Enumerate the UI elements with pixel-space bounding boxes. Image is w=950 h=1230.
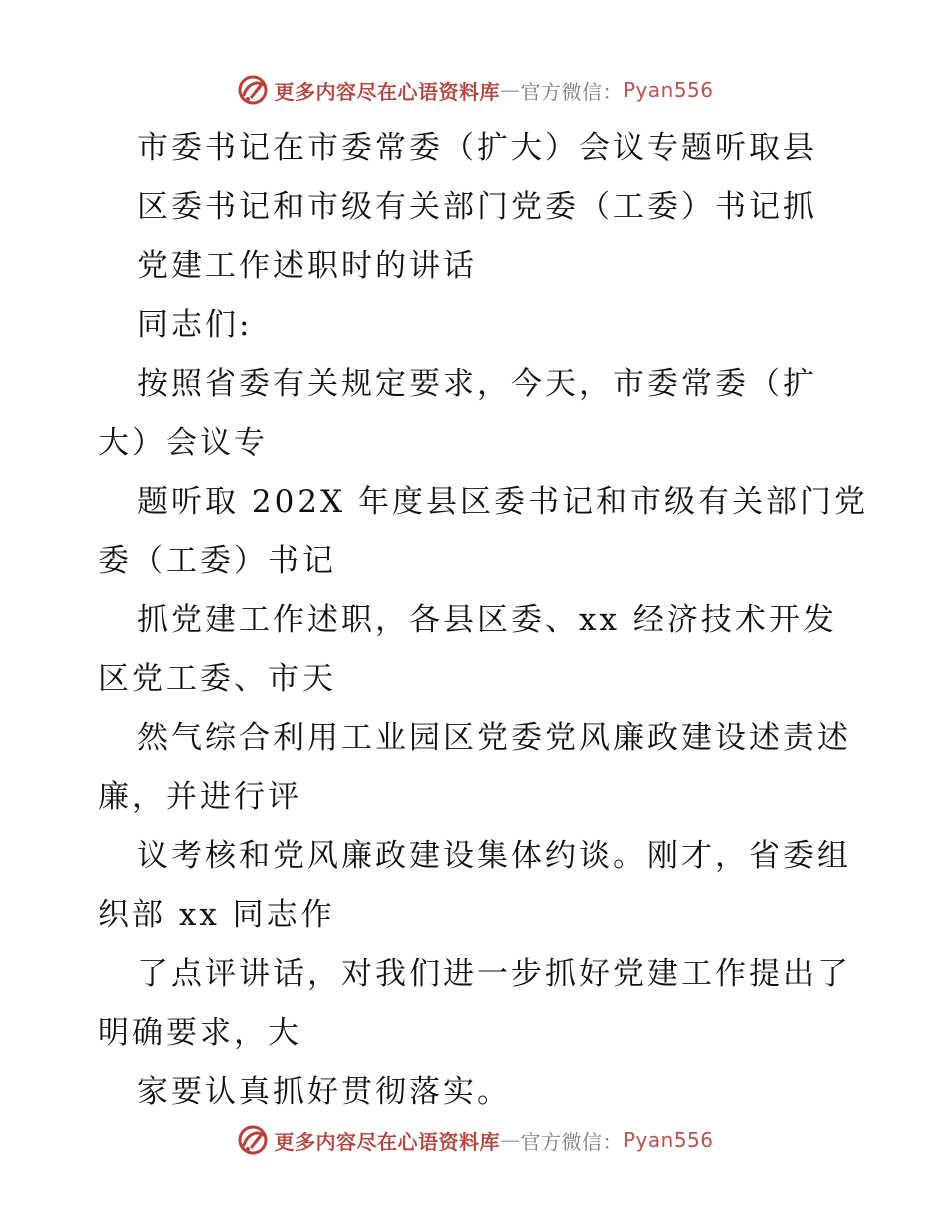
title-line-1: 市委书记在市委常委（扩大）会议专题听取县 bbox=[137, 130, 817, 166]
pen-nib-swirl-icon bbox=[236, 1123, 270, 1157]
body-line: 题听取 202X 年度县区委书记和市级有关部门党 bbox=[137, 484, 868, 520]
watermark-separator: — bbox=[499, 1128, 521, 1152]
body-line: 按照省委有关规定要求，今天，市委常委（扩 bbox=[137, 366, 817, 402]
watermark-official-label: 官方微信： bbox=[520, 1129, 623, 1154]
body-line: 了点评讲话，对我们进一步抓好党建工作提出了 bbox=[137, 956, 851, 992]
watermark-brand-text: 更多内容尽在心语资料库 bbox=[274, 79, 500, 104]
watermark-wechat-id: Pyan556 bbox=[622, 1128, 714, 1152]
title-line-3: 党建工作述职时的讲话 bbox=[137, 248, 477, 284]
body-line: 委（工委）书记 bbox=[98, 543, 336, 579]
salutation: 同志们: bbox=[137, 307, 253, 343]
body-line: 家要认真抓好贯彻落实。 bbox=[137, 1074, 511, 1110]
body-line: 区党工委、市天 bbox=[98, 661, 336, 697]
title-line-2: 区委书记和市级有关部门党委（工委）书记抓 bbox=[137, 189, 817, 225]
body-line: 织部 xx 同志作 bbox=[98, 897, 335, 933]
footer-watermark bbox=[0, 1120, 950, 1160]
body-line: 大）会议专 bbox=[98, 425, 268, 461]
body-line: 抓党建工作述职，各县区委、xx 经济技术开发 bbox=[137, 602, 837, 638]
watermark-separator: — bbox=[499, 78, 521, 102]
body-line: 明确要求，大 bbox=[98, 1015, 302, 1051]
watermark-brand-text: 更多内容尽在心语资料库 bbox=[274, 1129, 500, 1154]
header-watermark bbox=[0, 70, 950, 110]
body-line: 然气综合利用工业园区党委党风廉政建设述责述 bbox=[137, 720, 851, 756]
body-line: 议考核和党风廉政建设集体约谈。刚才，省委组 bbox=[137, 838, 851, 874]
body-line: 廉，并进行评 bbox=[98, 779, 302, 815]
watermark-wechat-id: Pyan556 bbox=[622, 78, 714, 102]
pen-nib-swirl-icon bbox=[236, 73, 270, 107]
watermark-official-label: 官方微信： bbox=[520, 79, 623, 104]
